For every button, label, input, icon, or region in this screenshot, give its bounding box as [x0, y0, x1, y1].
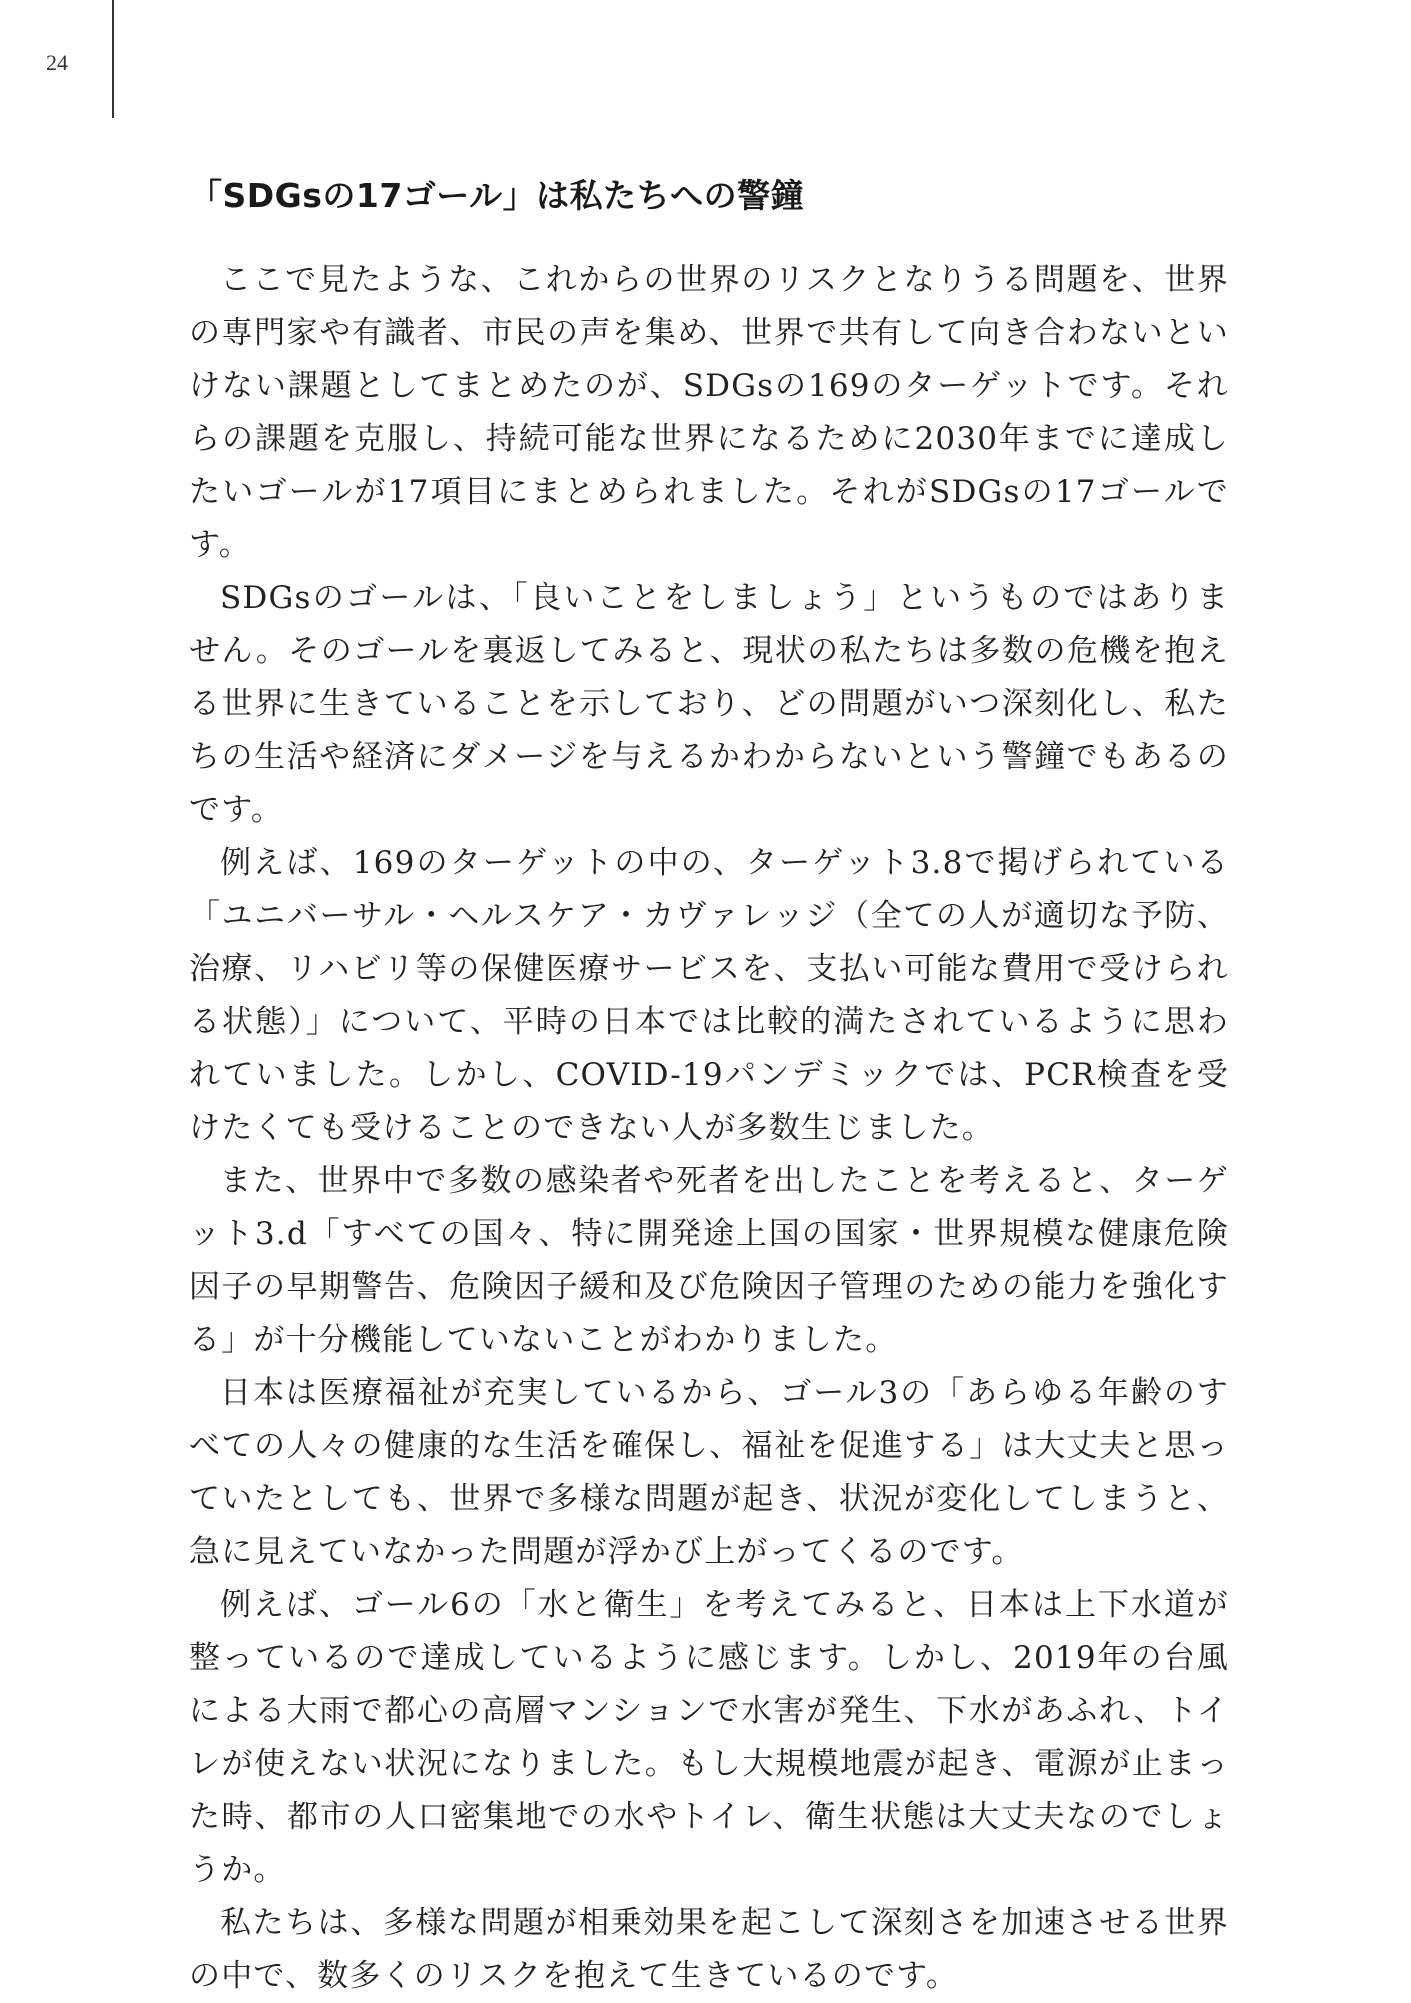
paragraph: 例えば、169のターゲットの中の、ターゲット3.8で掲げられている「ユニバーサル・ヘルスケア・カヴァレッジ（全ての人が適切な予防、治療、リハビリ等の保健医療サービスを、支払い可能な費用で受けられる状態）」について、平時の日本では比較的満たされているように思われていました。しかし、COVID-19パンデミックでは、PCR検査を受けたくても受けることのできない人が多数生じました。	[189, 845, 1229, 1146]
paragraph: SDGsのゴールは、「良いことをしましょう」というものではありません。そのゴールを裏返してみると、現状の私たちは多数の危機を抱える世界に生きていることを示しており、どの問題がいつ深刻化し、私たちの生活や経済にダメージを与えるかわからないという警鐘でもあるのです。	[189, 580, 1229, 828]
paragraph: また、世界中で多数の感染者や死者を出したことを考えると、ターゲット3.d「すべての国々、特に開発途上国の国家・世界規模な健康危険因子の早期警告、危険因子緩和及び危険因子管理のための能力を強化する」が十分機能していないことがわかりました。	[189, 1163, 1229, 1358]
paragraph: ここで見たような、これからの世界のリスクとなりうる問題を、世界の専門家や有識者、市民の声を集め、世界で共有して向き合わないといけない課題としてまとめたのが、SDGsの169のターゲットです。それらの課題を克服し、持続可能な世界になるために2030年までに達成したいゴールが17項目にまとめられました。それがSDGsの17ゴールです。	[189, 262, 1229, 563]
page-number: 24	[46, 50, 68, 75]
paragraph: 私たちは、多様な問題が相乗効果を起こして深刻さを加速させる世界の中で、数多くのリスクを抱えて生きているのです。	[189, 1905, 1229, 1994]
paragraph: 日本は医療福祉が充実しているから、ゴール3の「あらゆる年齢のすべての人々の健康的な生活を確保し、福祉を促進する」は大丈夫と思っていたとしても、世界で多様な問題が起き、状況が変化してしまうと、急に見えていなかった問題が浮かび上がってくるのです。	[189, 1375, 1229, 1570]
section-title: 「SDGsの17ゴール」は私たちへの警鐘	[189, 176, 805, 215]
article-body	[189, 172, 1229, 2003]
paragraph: 例えば、ゴール6の「水と衛生」を考えてみると、日本は上下水道が整っているので達成しているように感じます。しかし、2019年の台風による大雨で都心の高層マンションで水害が発生、下水があふれ、トイレが使えない状況になりました。もし大規模地震が起き、電源が止まった時、都市の人口密集地での水やトイレ、衛生状態は大丈夫なのでしょうか。	[189, 1587, 1229, 1888]
margin-rule	[112, 0, 114, 118]
